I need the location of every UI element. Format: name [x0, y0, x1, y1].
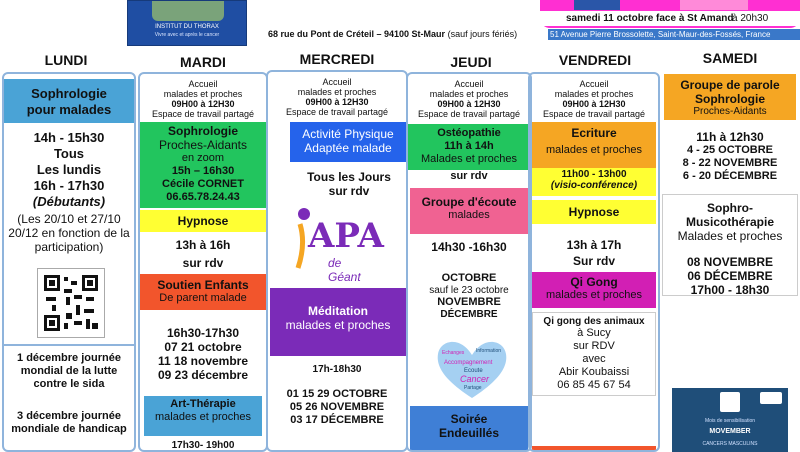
day-lundi: LUNDI [44, 52, 88, 68]
mercredi-med-dates [268, 388, 406, 427]
day-samedi: SAMEDI [702, 50, 758, 66]
vendredi-qi-animals-title: Qi gong des animaux [543, 316, 645, 327]
lundi-note: (Les 20/10 et 27/10 20/12 en fonction de la participation) [8, 212, 130, 254]
mardi-accueil-sub: malades et proches [163, 89, 243, 99]
mercredi-accueil-title: Accueil [322, 77, 352, 87]
vendredi-accueil-sub: malades et proches [554, 89, 634, 99]
vendredi-ecr-time: 11h00 - 13h00 [561, 169, 627, 180]
lundi-level: (Débutants) [32, 194, 106, 209]
mercredi-activite [290, 122, 406, 162]
logo-caption: INSTITUT DU THORAX [155, 24, 219, 30]
mercredi-accueil-space: Espace de travail partagé [285, 107, 389, 117]
vendredi-qi-phone: 06 85 45 67 54 [557, 379, 631, 391]
lundi-event2: 3 décembre journée mondiale de handicap [11, 410, 127, 435]
vendredi-qi-sub: malades et proches [546, 289, 642, 301]
vendredi-ecriture [532, 122, 656, 168]
samedi-music-d2: 06 DÉCEMBRE [687, 269, 773, 283]
mardi-art-title: Art-Thérapie [170, 398, 236, 410]
samedi-music-time: 17h00 - 18h30 [690, 283, 770, 296]
column-vendredi [528, 72, 660, 452]
movember-logo-right [760, 392, 782, 404]
lundi-mondays: Les lundis [36, 162, 102, 177]
mardi-soph-time: 15h – 16h30 [171, 165, 235, 177]
vendredi-bottom-block [532, 446, 656, 452]
heart-word-5: Partage [464, 385, 482, 391]
mardi-soutien [140, 274, 266, 310]
lundi-soph-title: Sophrologie [31, 86, 107, 101]
mardi-soph-title: Sophrologie [168, 124, 238, 138]
samedi-grp-sub: Proches-Aidants [693, 106, 767, 117]
mardi-sout-time: 16h30-17h30 [166, 326, 240, 340]
banner-text-strip [540, 11, 800, 26]
heart-word-4: Cancer [460, 374, 490, 384]
mardi-sout-d3: 09 23 décembre [157, 368, 249, 382]
column-samedi [660, 70, 800, 452]
mardi-sout-d1: 07 21 octobre [164, 340, 242, 354]
jeudi-soiree-sub: Endeuillés [438, 426, 500, 440]
apa-logo-sub: de Géant [328, 256, 361, 284]
column-mercredi [266, 70, 408, 452]
jeudi-groupe-ecoute [410, 188, 528, 234]
banner-logo [574, 0, 620, 10]
jeudi-accueil-sub: malades et proches [429, 89, 509, 99]
mardi-soutien-dates [140, 326, 266, 382]
samedi-music-d1: 08 NOVEMBRE [686, 255, 774, 269]
jeudi-osteo-time: 11h à 14h [444, 140, 494, 152]
jeudi-osteo-sub: Malades et proches [421, 153, 517, 165]
vendredi-qi-gong [532, 272, 656, 308]
vendredi-qi-name: Abir Koubaissi [558, 366, 630, 378]
jeudi-accueil-space: Espace de travail partagé [417, 109, 521, 119]
mardi-hyp-rdv: sur rdv [182, 256, 224, 270]
vendredi-accueil-title: Accueil [579, 79, 609, 89]
mercredi-meditation [270, 288, 406, 356]
vendredi-qi-animals [532, 312, 656, 396]
mardi-sout-title: Soutien Enfants [157, 278, 249, 292]
address-line2: 51 Avenue Pierre Brossolette, Saint-Maur-des-Fossés, France [548, 29, 800, 40]
address-note: (sauf jours fériés) [447, 29, 518, 39]
samedi-grp-title: Groupe de parole [680, 78, 780, 92]
jeudi-osteopathie [408, 124, 530, 170]
jeudi-accueil [408, 79, 530, 119]
apa-logo-text: APA [308, 216, 384, 256]
mardi-soph-phone: 06.65.78.24.43 [166, 191, 240, 203]
mardi-soph-online: en zoom [181, 152, 225, 164]
day-vendredi: VENDREDI [558, 52, 632, 68]
mercredi-act-title: Activité Physique [302, 127, 394, 141]
jeudi-soiree [410, 406, 528, 452]
mardi-hypnose: Hypnose [140, 210, 266, 232]
vendredi-qi-place1: à Sucy [577, 327, 611, 339]
mardi-sout-sub: De parent malade [159, 292, 247, 304]
logo-image [152, 1, 224, 21]
samedi-grp-dates [660, 130, 800, 183]
vendredi-ecriture-time [532, 168, 656, 196]
samedi-music-title: Sophro- [707, 201, 753, 215]
address-line [268, 29, 517, 40]
heart-word-2: Accompagnement [444, 360, 493, 366]
samedi-grp-d1: 4 - 25 OCTOBRE [687, 144, 773, 156]
mercredi-med-sub: malades et proches [285, 318, 391, 332]
address: 68 rue du Pont de Créteil – 94100 St-Maur [268, 29, 446, 39]
column-lundi [2, 72, 136, 452]
mardi-accueil-title: Accueil [188, 79, 218, 89]
column-mardi [138, 72, 268, 452]
jeudi-ecoute-m2: NOVEMBRE [437, 296, 501, 308]
lundi-divider [4, 344, 134, 346]
day-jeudi: JEUDI [450, 54, 492, 70]
jeudi-soiree-title: Soirée [450, 412, 488, 426]
jeudi-ecoute-m1: OCTOBRE [441, 272, 497, 284]
vendredi-qi-title: Qi Gong [570, 275, 618, 289]
mardi-sophrologie [140, 122, 266, 208]
column-jeudi [406, 72, 532, 452]
samedi-musicotherapie [662, 194, 798, 296]
heart-word-1: Information [476, 348, 502, 354]
samedi-groupe-parole [664, 74, 796, 120]
banner-ribbon [680, 0, 748, 10]
jeudi-ecoute-m1-note: sauf le 23 octobre [429, 285, 509, 296]
mardi-hypnose-info [140, 238, 266, 270]
vendredi-hyp-rdv: Sur rdv [572, 254, 615, 268]
lundi-time1: 14h - 15h30 [33, 130, 105, 145]
mercredi-act-sub: Adaptée malade [304, 141, 392, 155]
movember-poster [672, 388, 788, 452]
lundi-soph-sub: pour malades [26, 102, 112, 117]
mardi-accueil [140, 79, 266, 119]
vendredi-accueil [530, 79, 658, 119]
jeudi-accueil-hours: 09H00 à 12H30 [437, 99, 501, 109]
heart-graphic [434, 336, 510, 402]
movember-sub: CANCERS MASCULINS [702, 441, 758, 447]
vendredi-ecr-mode: (visio-conférence) [550, 180, 638, 191]
movember-caption: Mois de sensibilisation [704, 418, 756, 424]
day-mercredi: MERCREDI [299, 51, 375, 67]
mercredi-med-d1: 01 15 29 OCTOBRE [286, 388, 388, 400]
mardi-art-time: 17h30- 19h00 [171, 440, 235, 451]
lundi-sophrologie [4, 79, 134, 123]
day-mardi: MARDI [180, 54, 226, 70]
jeudi-ecoute-dates [408, 272, 530, 320]
vendredi-ecr-title: Ecriture [571, 126, 617, 140]
jeudi-ecoute-sub: malades [448, 209, 490, 221]
vendredi-accueil-hours: 09H00 à 12H30 [562, 99, 626, 109]
mercredi-accueil-hours: 09H00 à 12H30 [305, 97, 369, 107]
vendredi-ecr-sub: malades et proches [546, 144, 642, 156]
jeudi-osteo-rdv: sur rdv [450, 170, 488, 182]
mardi-accueil-space: Espace de travail partagé [151, 109, 255, 119]
mercredi-med-d3: 03 17 DÉCEMBRE [290, 414, 384, 426]
banner-time: à 20h30 [732, 13, 769, 24]
mercredi-accueil-sub: malades et proches [297, 87, 377, 97]
mercredi-accueil [268, 77, 406, 117]
jeudi-ecoute-time: 14h30 -16h30 [431, 240, 507, 254]
movember-logo-left [720, 392, 740, 412]
mardi-hyp-time: 13h à 16h [175, 238, 231, 252]
pink-banner [540, 0, 800, 28]
samedi-music-sub: Malades et proches [677, 229, 783, 243]
samedi-grp-d3: 6 - 20 DÉCEMBRE [682, 170, 778, 182]
heart-word-3: Ecoute [464, 368, 483, 374]
samedi-grp-title2: Sophrologie [695, 92, 765, 106]
mercredi-med-time: 17h-18h30 [312, 364, 362, 375]
logo-box [127, 0, 247, 46]
vendredi-hypnose-info [530, 238, 658, 268]
jeudi-accueil-title: Accueil [454, 79, 484, 89]
lundi-time2: 16h - 17h30 [33, 178, 105, 193]
lundi-schedule [4, 130, 134, 254]
apa-logo [292, 204, 384, 284]
samedi-music-title2: Musicothérapie [685, 215, 775, 229]
mardi-accueil-hours: 09H00 à 12H30 [171, 99, 235, 109]
vendredi-hypnose: Hypnose [532, 200, 656, 224]
mercredi-rdv: Tous les Jours sur rdv [307, 170, 391, 198]
jeudi-ecoute-title: Groupe d'écoute [421, 195, 517, 209]
mercredi-med-d2: 05 26 NOVEMBRE [289, 401, 385, 413]
jeudi-osteo-title: Ostéopathie [437, 127, 501, 139]
banner-text: samedi 11 octobre face à St Amand [566, 13, 734, 24]
jeudi-ecoute-m3: DÉCEMBRE [440, 309, 498, 320]
qr-code [37, 268, 105, 338]
movember-title: MOVEMBER [709, 428, 751, 435]
vendredi-hyp-time: 13h à 17h [566, 238, 622, 252]
mercredi-med-title: Méditation [308, 304, 368, 318]
heart-word-0: Echanges [442, 350, 465, 356]
vendredi-qi-with: avec [582, 353, 606, 365]
qr-code-graphic [38, 269, 104, 337]
logo-subcaption: Vivre avec et après le cancer [154, 32, 220, 38]
mardi-soph-name: Cécile CORNET [162, 178, 244, 190]
samedi-grp-time: 11h à 12h30 [696, 130, 764, 144]
lundi-event1: 1 décembre journée mondial de la lutte contre le sida [17, 352, 121, 390]
vendredi-accueil-space: Espace de travail partagé [542, 109, 646, 119]
mardi-sout-d2: 11 18 novembre [157, 354, 249, 368]
vendredi-qi-place2: sur RDV [573, 340, 615, 352]
mardi-art-therapie [144, 396, 262, 436]
samedi-grp-d2: 8 - 22 NOVEMBRE [682, 157, 778, 169]
mardi-art-sub: malades et proches [155, 411, 251, 423]
lundi-all: Tous [53, 146, 85, 161]
mardi-soph-sub: Proches-Aidants [158, 138, 248, 152]
